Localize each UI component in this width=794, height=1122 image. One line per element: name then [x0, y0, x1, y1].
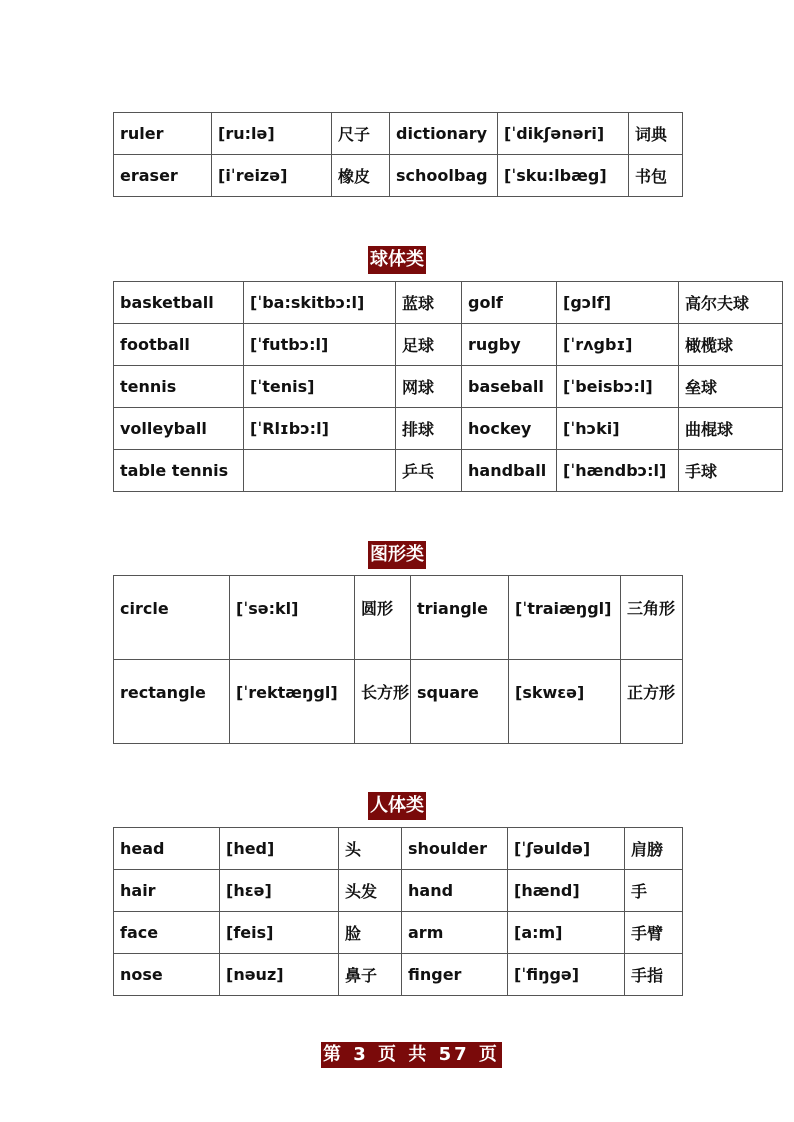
phonetic-cell: [ˈsku:lbæg] [498, 155, 629, 197]
word-cell: golf [462, 282, 557, 324]
phonetic-cell: [iˈreizə] [212, 155, 332, 197]
phonetic-cell: [ˈdikʃənəri] [498, 113, 629, 155]
phonetic-cell: [ˈbeisbɔ:l] [557, 366, 679, 408]
meaning-cell: 正方形 [621, 660, 683, 744]
body-section-heading: 人体类 [368, 792, 426, 820]
phonetic-cell: [ˈtraiæŋgl] [509, 576, 621, 660]
phonetic-cell: [a:m] [508, 912, 625, 954]
table-row [114, 576, 683, 660]
phonetic-cell: [ˈRlɪbɔ:l] [244, 408, 396, 450]
phonetic-cell: [ˈba:skitbɔ:l] [244, 282, 396, 324]
word-cell: ruler [114, 113, 212, 155]
phonetic-cell: [ˈtenis] [244, 366, 396, 408]
meaning-cell: 鼻子 [339, 954, 402, 996]
meaning-cell: 手臂 [625, 912, 683, 954]
meaning-cell: 橡皮 [332, 155, 390, 197]
word-cell: eraser [114, 155, 212, 197]
word-cell: shoulder [402, 828, 508, 870]
meaning-cell: 词典 [629, 113, 683, 155]
meaning-cell: 排球 [396, 408, 462, 450]
meaning-cell: 足球 [396, 324, 462, 366]
table-row [114, 954, 683, 996]
phonetic-cell: [hed] [220, 828, 339, 870]
meaning-cell: 脸 [339, 912, 402, 954]
word-cell: baseball [462, 366, 557, 408]
table-row [114, 155, 683, 197]
word-cell: football [114, 324, 244, 366]
phonetic-cell: [hεə] [220, 870, 339, 912]
school-items-table [113, 112, 683, 197]
word-cell: table tennis [114, 450, 244, 492]
meaning-cell: 圆形 [355, 576, 411, 660]
phonetic-cell: [ˈsə:kl] [230, 576, 355, 660]
phonetic-cell: [ˈrʌgbɪ] [557, 324, 679, 366]
meaning-cell: 曲棍球 [679, 408, 783, 450]
phonetic-cell: [ˈhændbɔ:l] [557, 450, 679, 492]
table-row [114, 408, 783, 450]
meaning-cell: 网球 [396, 366, 462, 408]
table-row [114, 660, 683, 744]
meaning-cell: 手球 [679, 450, 783, 492]
meaning-cell: 头 [339, 828, 402, 870]
word-cell: tennis [114, 366, 244, 408]
phonetic-cell: [ˈfutbɔ:l] [244, 324, 396, 366]
word-cell: handball [462, 450, 557, 492]
phonetic-cell: [ˈfiŋgə] [508, 954, 625, 996]
word-cell: hand [402, 870, 508, 912]
phonetic-cell: [ˈʃəuldə] [508, 828, 625, 870]
meaning-cell: 三角形 [621, 576, 683, 660]
meaning-cell: 长方形 [355, 660, 411, 744]
word-cell: nose [114, 954, 220, 996]
body-parts-table [113, 827, 683, 996]
meaning-cell: 蓝球 [396, 282, 462, 324]
word-cell: basketball [114, 282, 244, 324]
word-cell: hair [114, 870, 220, 912]
word-cell: hockey [462, 408, 557, 450]
word-cell: schoolbag [390, 155, 498, 197]
meaning-cell: 高尔夫球 [679, 282, 783, 324]
phonetic-cell: [gɔlf] [557, 282, 679, 324]
phonetic-cell: [ˈrektæŋgl] [230, 660, 355, 744]
phonetic-cell: [ˈhɔki] [557, 408, 679, 450]
word-cell: head [114, 828, 220, 870]
phonetic-cell: [ru:lə] [212, 113, 332, 155]
table-row [114, 282, 783, 324]
word-cell: rugby [462, 324, 557, 366]
meaning-cell: 橄榄球 [679, 324, 783, 366]
ball-section-heading: 球体类 [368, 246, 426, 274]
phonetic-cell: [nəuz] [220, 954, 339, 996]
phonetic-cell: [skwεə] [509, 660, 621, 744]
table-row [114, 912, 683, 954]
shape-section-heading: 图形类 [368, 541, 426, 569]
ball-sports-table [113, 281, 783, 492]
table-row [114, 324, 783, 366]
meaning-cell: 头发 [339, 870, 402, 912]
meaning-cell: 乒乓 [396, 450, 462, 492]
table-row [114, 450, 783, 492]
meaning-cell: 手 [625, 870, 683, 912]
word-cell: triangle [411, 576, 509, 660]
phonetic-cell: [feis] [220, 912, 339, 954]
table-row [114, 870, 683, 912]
table-row [114, 828, 683, 870]
phonetic-cell: [hænd] [508, 870, 625, 912]
word-cell: volleyball [114, 408, 244, 450]
table-row [114, 113, 683, 155]
word-cell: dictionary [390, 113, 498, 155]
word-cell: circle [114, 576, 230, 660]
meaning-cell: 肩膀 [625, 828, 683, 870]
page-footer: 第 3 页 共 57 页 [321, 1042, 502, 1068]
meaning-cell: 手指 [625, 954, 683, 996]
meaning-cell: 垒球 [679, 366, 783, 408]
phonetic-cell [244, 450, 396, 492]
word-cell: face [114, 912, 220, 954]
word-cell: finger [402, 954, 508, 996]
meaning-cell: 尺子 [332, 113, 390, 155]
word-cell: square [411, 660, 509, 744]
word-cell: arm [402, 912, 508, 954]
word-cell: rectangle [114, 660, 230, 744]
table-row [114, 366, 783, 408]
meaning-cell: 书包 [629, 155, 683, 197]
shapes-table [113, 575, 683, 744]
